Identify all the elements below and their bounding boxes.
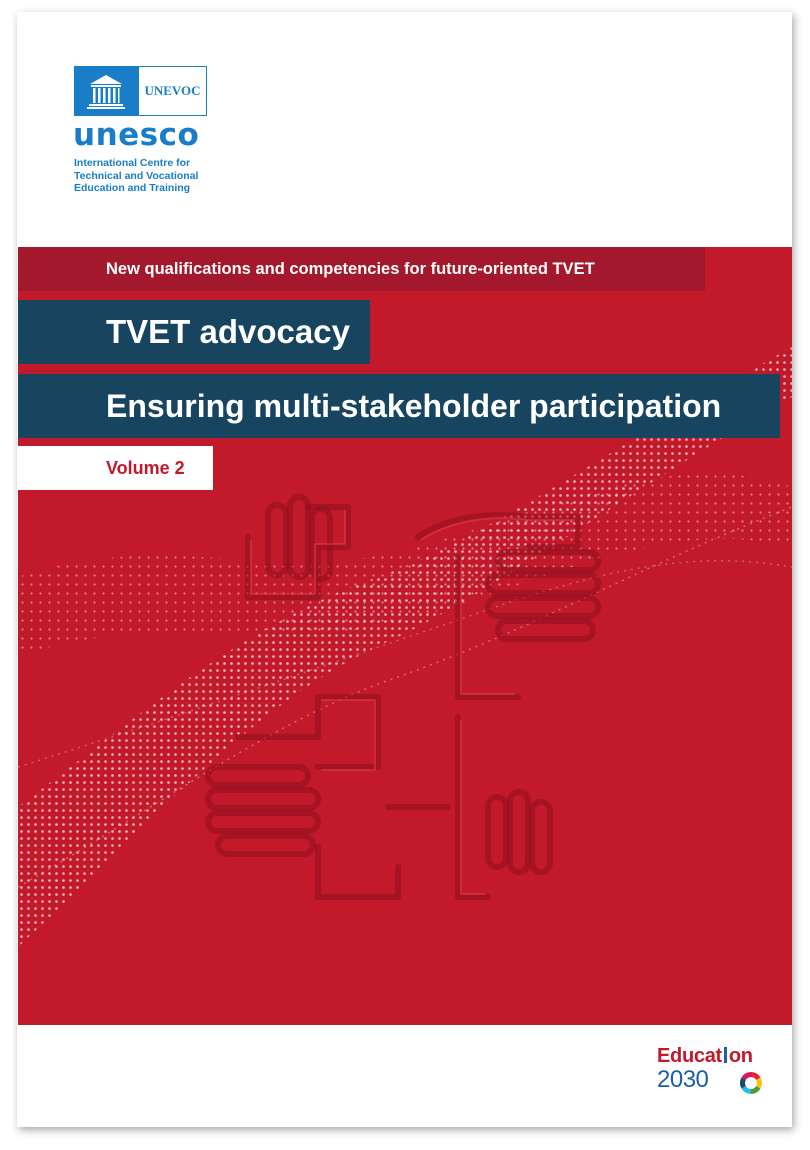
logo-unevoc-label: UNEVOC <box>144 83 201 98</box>
cover-title: TVET advocacy <box>18 300 370 364</box>
organization-name <box>74 157 198 195</box>
education-word: Educat on <box>657 1045 753 1067</box>
unesco-temple-icon <box>75 67 139 115</box>
org-line: Technical and Vocational <box>74 169 199 182</box>
unesco-wordmark: unesco <box>73 117 200 153</box>
sdg-wheel-icon <box>739 1071 763 1095</box>
education-year: 2030 <box>657 1066 709 1093</box>
education-2030-logo <box>657 1045 767 1097</box>
org-line: Education and Training <box>74 182 191 194</box>
org-line: International Centre for <box>74 157 191 169</box>
volume-label: Volume 2 <box>18 446 213 490</box>
unevoc-logo <box>74 66 207 116</box>
education-bar-icon <box>724 1047 727 1063</box>
cover-subtitle: Ensuring multi-stakeholder participation <box>18 374 780 438</box>
series-title: New qualifications and competencies for future-oriented TVET <box>18 247 705 291</box>
